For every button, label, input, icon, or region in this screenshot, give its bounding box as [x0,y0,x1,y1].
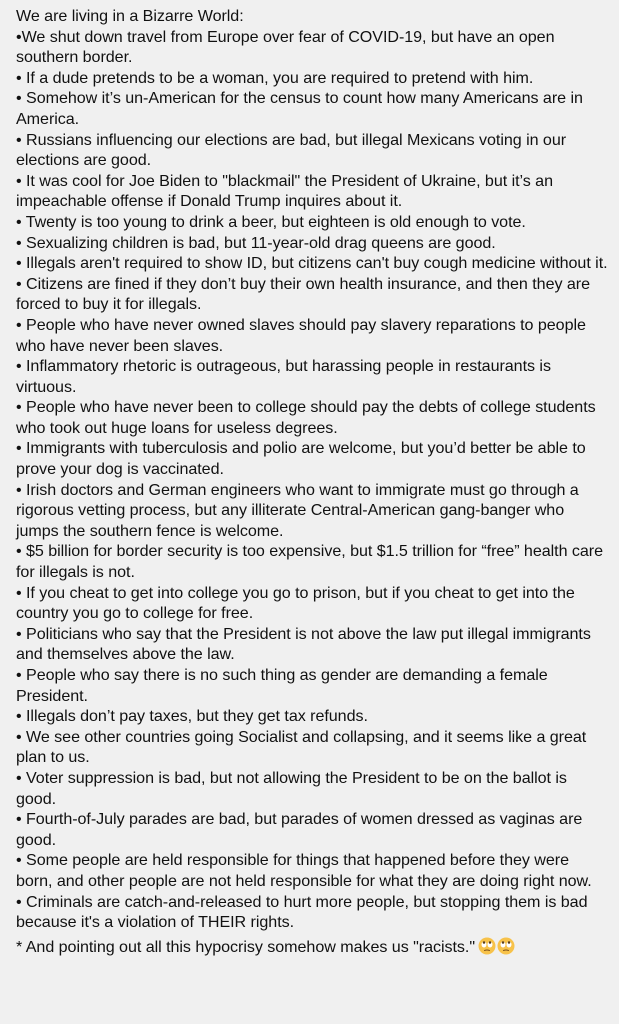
list-item: • People who have never owned slaves should pay slavery reparations to people who have never been slaves. [16,315,586,355]
closing-line [16,937,609,961]
list-item: • Illegals aren't required to show ID, but citizens can't buy cough medicine without it. [16,254,608,273]
list-item: • $5 billion for border security is too expensive, but $1.5 trillion for “free” health care for illegals is not. [16,542,604,582]
list-item: • People who say there is no such thing as gender are demanding a female President. [16,666,548,705]
list-item: • It was cool for Joe Biden to "blackmail" the President of Ukraine, but it’s an impeachable offense if Donald Trump inquires about it. [16,171,553,211]
face-with-rolling-eyes-icon [478,937,496,955]
post-title: We are living in a Bizarre World: [16,7,244,25]
list-item: • Inflammatory rhetoric is outrageous, but harassing people in restaurants is virtuous. [16,357,551,396]
list-item: • Citizens are fined if they don’t buy their own health insurance, and then they are forced to buy it for illegals. [16,274,591,314]
list-item: • If a dude pretends to be a woman, you are required to pretend with him. [16,68,534,87]
list-item: • Criminals are catch-and-released to hurt more people, but stopping them is bad because it's a violation of THEIR rights. [16,892,588,932]
list-item: • Politicians who say that the President is not above the law put illegal immigrants and themselves above the law. [16,624,591,664]
emoji-pair [478,937,516,961]
list-item: • Fourth-of-July parades are bad, but parades of women dressed as vaginas are good. [16,810,583,849]
list-item: • Voter suppression is bad, but not allowing the President to be on the ballot is good. [16,768,567,808]
list-item: • Illegals don’t pay taxes, but they get tax refunds. [16,707,368,726]
list-item: • Twenty is too young to drink a beer, but eighteen is old enough to vote. [16,212,526,231]
list-item: • Sexualizing children is bad, but 11-year-old drag queens are good. [16,233,496,252]
list-item: • Russians influencing our elections are bad, but illegal Mexicans voting in our elections are good. [16,130,567,170]
closing-text: * And pointing out all this hypocrisy somehow makes us "racists." [16,937,476,956]
list-item: • Somehow it’s un-American for the census to count how many Americans are in America. [16,89,583,128]
list-item: • Irish doctors and German engineers who want to immigrate must go through a rigorous vetting process, but any illiterate Central-American gang-banger who jumps the southern fence is welcome. [16,480,579,540]
list-item: • People who have never been to college should pay the debts of college students who took out huge loans for useless degrees. [16,398,596,437]
list-item: • Some people are held responsible for things that happened before they were born, and other people are not held responsible for what they are doing right now. [16,851,592,890]
list-item: • Immigrants with tuberculosis and polio are welcome, but you’d better be able to prove your dog is vaccinated. [16,439,586,479]
list-item: • If you cheat to get into college you go to prison, but if you cheat to get into the country you go to college for free. [16,583,575,623]
list-item: • We see other countries going Socialist and collapsing, and it seems like a great plan to us. [16,727,587,767]
face-with-rolling-eyes-icon [497,937,515,955]
list-item: •We shut down travel from Europe over fear of COVID-19, but have an open southern border. [16,27,555,67]
